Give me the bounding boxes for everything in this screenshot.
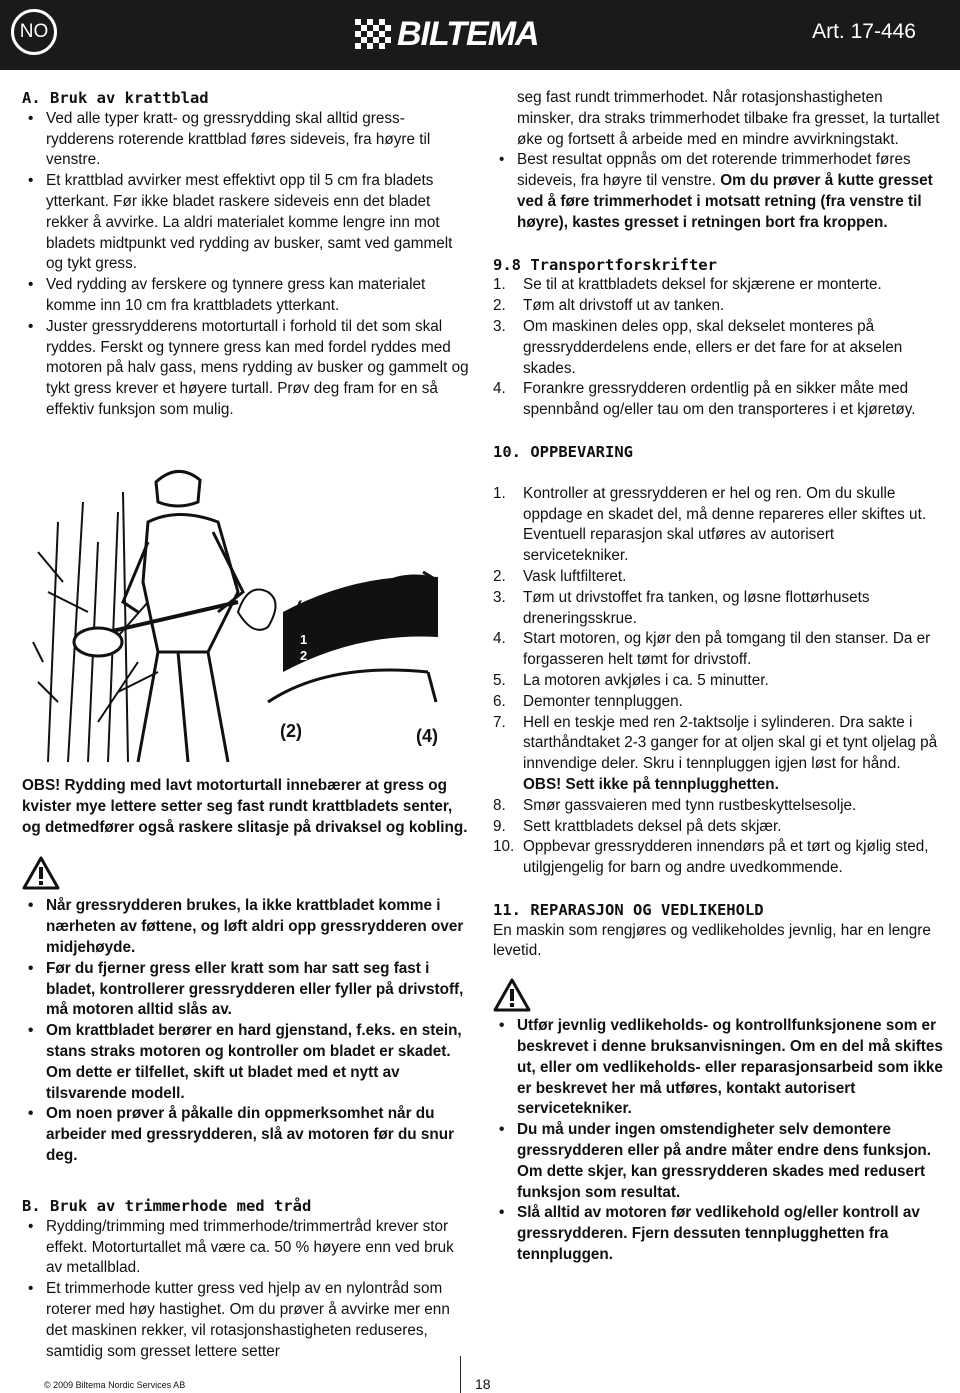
warning-icon (493, 978, 531, 1012)
list-item: • Utfør jevnlig vedlikeholds- og kontrollfunksjonene som er beskrevet i denne bruksanvisningen. Om en del må skiftes ut, eller om vedlikeholds- eller reparasjonsarbeid som ikke er beskrevet her må utføres, kontakt autorisert servicetekniker. (493, 1016, 943, 1120)
list-item: • Juster gressrydderens motorturtall i forhold til det som skal ryddes. Ferskt og tynnere gress kan med fordel ryddes med motoren på halv gass, mens rydding av busker og gammelt og tykt gress krever et høyere turtall. Prøv deg fram for en så effektiv funksjon som mulig. (22, 317, 470, 421)
brand-logo (355, 16, 539, 52)
list-item: • Rydding/trimming med trimmerhode/trimmertråd krever stor effekt. Motorturtallet må være ca. 50 % høyere enn ved bruk av metallblad. (22, 1217, 470, 1279)
section-b-title: B. Bruk av trimmerhode med tråd (22, 1197, 312, 1215)
figure-label-3: (3) (400, 598, 422, 618)
section-b-list (22, 1217, 470, 1363)
best-result-list (493, 150, 943, 233)
figure-label-4: (4) (416, 726, 438, 746)
repair-warning-list (493, 1016, 943, 1266)
list-item: • Et trimmerhode kutter gress ved hjelp av en nylontråd som roterer med høy hastighet. Om du prøver å avvirke mer enn det maskinen rekker, vil rotasjonshastigheten reduseres, samtidig som gresset lettere setter (22, 1279, 470, 1362)
list-item: • Slå alltid av motoren før vedlikehold og/eller kontroll av gressrydderen. Fjern dessuten tennplugghetten fra tennpluggen. (493, 1203, 943, 1265)
checkered-flag-icon (355, 19, 391, 49)
list-item: • Ved alle typer kratt- og gressrydding skal alltid gress-rydderens roterende krattblad føres sideveis, fra høyre til venstre. (22, 109, 470, 171)
repair-text: En maskin som rengjøres og vedlikeholdes jevnlig, har en lengre levetid. (493, 921, 931, 960)
article-number: Art. 17-446 (812, 20, 916, 43)
brush-cutter-illustration (28, 462, 470, 767)
list-item: 8. Smør gassvaieren med tynn rustbeskyttelsesolje. (493, 796, 857, 814)
figure-zone-2: 2 (300, 648, 308, 663)
list-item: 10. Oppbevar gressrydderen innendørs på et tørt og kjølig sted, utilgjengelig for barn og andre uvedkommende. (493, 838, 929, 877)
list-item: 6. Demonter tennpluggen. (493, 692, 683, 710)
list-item: 2. Tøm alt drivstoff ut av tanken. (493, 297, 725, 315)
section-a-title: A. Bruk av krattblad (22, 89, 209, 107)
list-item: • Et krattblad avvirker mest effektivt opp til 5 cm fra bladets ytterkant. Før ikke bladet raskere sideveis enn det bladet rekker å avvirke. La aldri materialet komme lengre inn mot bladets midtpunkt ved rydding av busker, samt ved gammelt og tykt gress. (22, 171, 470, 275)
figure-label-1: (1) (296, 598, 318, 618)
list-item: 3. Om maskinen deles opp, skal dekselet monteres på gressrydderdelens ende, ellers er det fare for at akselen skades. (493, 317, 903, 377)
page-header (0, 0, 960, 70)
copyright: © 2009 Biltema Nordic Services AB (44, 1380, 186, 1390)
list-item: 3. Tøm ut drivstoffet fra tanken, og løsne flottørhusets dreneringsskrue. (493, 588, 870, 627)
page-number: 18 (475, 1376, 491, 1392)
list-item: 1. Se til at krattbladets deksel for skjærene er monterte. (493, 276, 882, 294)
list-item: • Når gressrydderen brukes, la ikke krattbladet komme i nærheten av føttene, og løft aldri opp gressrydderen over midjehøyde. (22, 896, 470, 958)
left-column-bottom (22, 776, 470, 1167)
transport-title: 9.8 Transportforskrifter (493, 255, 717, 274)
list-item: • Før du fjerner gress eller kratt som har satt seg fast i bladet, kontrollerer gressrydderen eller fyller på drivstoff, må motoren alltid slås av. (22, 959, 470, 1021)
list-item: 7. Hell en teskje med ren 2-taktsolje i sylinderen. Dra sakte i starthåndtaket 2-3 ganger for at oljen skal gi et tynt oljelag på innvendige deler. Skru i tennpluggen igjen løst for hånd. OBS! Sett ikke på tennplugghetten. (493, 713, 938, 793)
transport-list (493, 275, 943, 421)
continuation-text: seg fast rundt trimmerhodet. Når rotasjonshastigheten minsker, dra straks trimmerhodet tilbake fra gresset, la turtallet øke og fortsett å arbeide med en mindre avvirkningstakt. (517, 89, 940, 148)
figure-label-2: (2) (280, 721, 302, 741)
list-item: 4. Start motoren, og kjør den på tomgang til den stanser. Da er forgasseren helt tømt for drivstoff. (493, 630, 931, 669)
list-item: • Ved rydding av ferskere og tynnere gress kan materialet komme inn 10 cm fra krattbladets ytterkant. (22, 275, 470, 317)
list-item: 9. Sett krattbladets deksel på dets skjær. (493, 817, 782, 835)
storage-title: 10. OPPBEVARING (493, 442, 633, 461)
list-item: 5. La motoren avkjøles i ca. 5 minutter. (493, 671, 769, 689)
list-item: • Om noen prøver å påkalle din oppmerksomhet når du arbeider med gressrydderen, slå av motoren før du snur deg. (22, 1104, 470, 1166)
footer-divider (460, 1356, 461, 1393)
brand-name: BILTEMA (397, 14, 539, 53)
right-column (493, 88, 943, 1266)
storage-list (493, 484, 943, 879)
storage-obs: OBS! Sett ikke på tennplugghetten. (523, 775, 779, 793)
figure-zone-3: 3 (300, 664, 308, 679)
list-item: 2. Vask luftfilteret. (493, 567, 627, 585)
list-item: 4. Forankre gressrydderen ordentlig på en sikker måte med spennbånd og/eller tau om den transporteres i et kjøretøy. (493, 380, 916, 419)
list-item: • Du må under ingen omstendigheter selv demontere gressrydderen eller på andre måter endre dens funksjon. Om dette skjer, kan gressrydderen skades med redusert funksjon som resultat. (493, 1120, 943, 1203)
best-result-bold: Om du prøver å kutte gresset ved å føre trimmerhodet i motsatt retning (fra venstre til høyre), kastes gresset i retningen bort fra kroppen. (517, 172, 933, 231)
repair-title: 11. REPARASJON OG VEDLIKEHOLD (493, 900, 764, 919)
section-a-list (22, 109, 470, 421)
language-badge: NO (11, 9, 57, 55)
obs-note: OBS! Rydding med lavt motorturtall innebærer at gress og kvister mye lettere setter seg fast rundt krattbladets senter, og detmedfører også raskere slitasje på drivaksel og kobling. (22, 777, 468, 836)
list-item: • Om krattbladet berører en hard gjenstand, f.eks. en stein, stans straks motoren og kontroller om bladet er skadet. Om dette er tilfellet, skift ut bladet med et nytt av tilsvarende modell. (22, 1021, 470, 1104)
warning-list (22, 896, 470, 1166)
section-b (22, 1196, 470, 1362)
list-item (493, 150, 943, 233)
figure-zone-1: 1 (300, 632, 308, 647)
list-item: 1. Kontroller at gressrydderen er hel og ren. Om du skulle oppdage en skadet del, må denne repareres eller skiftes ut. Eventuell reparasjon skal utføres av autorisert servicetekniker. (493, 484, 927, 565)
warning-icon (22, 856, 60, 890)
best-result-text: Best resultat oppnås om det roterende trimmerhodet føres sideveis, fra høyre til venstre. (517, 151, 911, 190)
left-column-top (22, 88, 470, 421)
